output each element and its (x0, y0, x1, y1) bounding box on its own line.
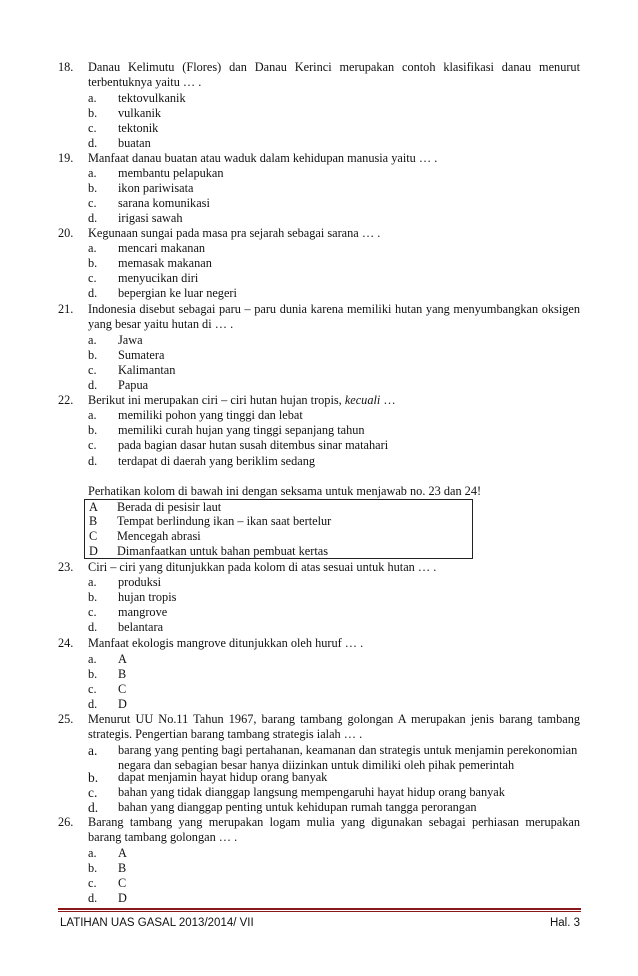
option (88, 682, 580, 697)
question-text: Kegunaan sungai pada masa pra sejarah sebagai sarana … . (88, 226, 381, 240)
option-text: D (118, 697, 127, 711)
option (88, 454, 580, 469)
option-letter: c. (88, 876, 97, 890)
option (88, 256, 580, 271)
question-19 (58, 151, 580, 166)
question-text-end: … (380, 393, 396, 407)
question-number: 20. (58, 226, 74, 240)
row-value: Tempat berlindung ikan – ikan saat bertelur (117, 514, 332, 528)
option-text: irigasi sawah (118, 211, 183, 225)
option-text: C (118, 682, 127, 696)
question-18 (58, 60, 580, 90)
option-text: produksi (118, 575, 162, 589)
option (88, 438, 580, 453)
option-letter: a. (88, 333, 97, 347)
option-text: Kalimantan (118, 363, 176, 377)
option-letter: c. (88, 682, 97, 696)
option-letter: c. (88, 438, 97, 452)
option-text: Sumatera (118, 348, 165, 362)
option-text: belantara (118, 620, 164, 634)
footer-rule (58, 908, 581, 910)
option (88, 196, 580, 211)
question-26 (58, 815, 580, 845)
option (88, 861, 580, 876)
row-value: Berada di pesisir laut (117, 500, 222, 514)
option (88, 697, 580, 712)
footer-rule-thin (58, 911, 581, 912)
option (88, 181, 580, 196)
option-letter: b. (88, 181, 98, 195)
option-letter: d. (88, 891, 98, 905)
question-20 (58, 226, 580, 241)
option-letter: d. (88, 211, 98, 225)
row-key: C (89, 529, 98, 543)
question-number: 23. (58, 560, 74, 574)
option (88, 333, 580, 348)
option-letter: c. (88, 785, 98, 800)
option-letter: a. (88, 91, 97, 105)
option-text: menyucikan diri (118, 271, 199, 285)
option (88, 121, 580, 136)
option-letter: b. (88, 256, 98, 270)
option-text: mencari makanan (118, 241, 206, 255)
question-text: Barang tambang yang merupakan logam mulia yang digunakan sebagai perhiasan merupakan barang tambang golongan … . (88, 815, 580, 844)
question-number: 18. (58, 60, 74, 74)
option-text: Jawa (118, 333, 143, 347)
option-letter: a. (88, 166, 97, 180)
row-value: Dimanfaatkan untuk bahan pembuat kertas (117, 544, 329, 558)
option-text: pada bagian dasar hutan susah ditembus sinar matahari (118, 438, 389, 452)
option-text: memasak makanan (118, 256, 212, 270)
option (88, 286, 580, 301)
option-letter: d. (88, 378, 98, 392)
option-letter: d. (88, 620, 98, 634)
option (88, 620, 580, 635)
option-letter: d. (88, 697, 98, 711)
option (88, 363, 580, 378)
option-text: tektonik (118, 121, 159, 135)
option-letter: a. (88, 408, 97, 422)
option-text: B (118, 861, 127, 875)
question-24 (58, 636, 580, 651)
option-letter: a. (88, 241, 97, 255)
option-letter: b. (88, 861, 98, 875)
option (88, 106, 580, 121)
option-letter: c. (88, 605, 97, 619)
option (88, 423, 580, 438)
option-text: A (118, 846, 127, 860)
option (88, 846, 580, 861)
option-letter: c. (88, 271, 97, 285)
option-letter: b. (88, 423, 98, 437)
row-value: Mencegah abrasi (117, 529, 201, 543)
option-letter: a. (88, 652, 97, 666)
option (88, 876, 580, 891)
option-text: tektovulkanik (118, 91, 186, 105)
option-text: membantu pelapukan (118, 166, 224, 180)
option (88, 348, 580, 363)
option (88, 667, 580, 682)
table-row (89, 514, 469, 528)
option-letter: d. (88, 454, 98, 468)
question-text: Danau Kelimutu (Flores) dan Danau Kerinci merupakan contoh klasifikasi danau menurut terbentuknya yaitu … . (88, 60, 580, 89)
option-text: A (118, 652, 127, 666)
question-number: 25. (58, 712, 74, 726)
option-letter: a. (88, 846, 97, 860)
question-text-emphasis: kecuali (344, 393, 381, 407)
option-text: bahan yang dianggap penting untuk kehidupan rumah tangga perorangan (118, 800, 477, 814)
option-letter: d. (88, 286, 98, 300)
option-text: ikon pariwisata (118, 181, 194, 195)
option-letter: a. (88, 575, 97, 589)
option-text: sarana komunikasi (118, 196, 210, 210)
option-text: bahan yang tidak dianggap langsung mempengaruhi hayat hidup orang banyak (118, 785, 505, 799)
question-number: 21. (58, 302, 74, 316)
option-text: hujan tropis (118, 590, 177, 604)
instruction-text: Perhatikan kolom di bawah ini dengan seksama untuk menjawab no. 23 dan 24! (88, 484, 482, 498)
option (88, 241, 580, 256)
question-number: 24. (58, 636, 74, 650)
question-text-start: Berikut ini merupakan ciri – ciri hutan hujan tropis, (88, 393, 345, 407)
table-row (89, 544, 469, 558)
question-text: Manfaat danau buatan atau waduk dalam kehidupan manusia yaitu … . (88, 151, 438, 165)
option-letter: d. (88, 136, 98, 150)
option-text: barang yang penting bagi pertahanan, keamanan dan strategis untuk menjamin perekonomian negara dan sebagian besar hanya diizinkan untuk dimiliki oleh pihak pemerintah (118, 743, 578, 772)
row-key: D (89, 544, 98, 558)
option-letter: b. (88, 590, 98, 604)
option-letter: c. (88, 363, 97, 377)
option-text: B (118, 667, 127, 681)
option (88, 800, 580, 815)
question-number: 19. (58, 151, 74, 165)
option (88, 271, 580, 286)
option (88, 378, 580, 393)
option (88, 770, 580, 785)
option (88, 891, 580, 906)
question-23 (58, 560, 580, 575)
option (88, 590, 580, 605)
option-text: vulkanik (118, 106, 162, 120)
option (88, 652, 580, 667)
option-letter: c. (88, 196, 97, 210)
option-text: memiliki curah hujan yang tinggi sepanjang tahun (118, 423, 365, 437)
option-letter: b. (88, 667, 98, 681)
reference-table (84, 499, 473, 559)
row-key: B (89, 514, 98, 528)
option (88, 408, 580, 423)
question-text: Manfaat ekologis mangrove ditunjukkan oleh huruf … . (88, 636, 364, 650)
option-letter: a. (88, 743, 98, 758)
footer-title: LATIHAN UAS GASAL 2013/2014/ VII (60, 917, 254, 929)
option-letter: b. (88, 106, 98, 120)
option (88, 166, 580, 181)
option-text: C (118, 876, 127, 890)
option-text: dapat menjamin hayat hidup orang banyak (118, 770, 328, 784)
option-text: D (118, 891, 127, 905)
option (88, 136, 580, 151)
option (88, 91, 580, 106)
option (88, 743, 580, 773)
option-text: terdapat di daerah yang beriklim sedang (118, 454, 316, 468)
option-text: mangrove (118, 605, 168, 619)
option-letter: d. (88, 800, 99, 815)
table-row (89, 500, 469, 514)
question-text: Menurut UU No.11 Tahun 1967, barang tambang golongan A merupakan jenis barang tambang strategis. Pengertian barang tambang strategis ialah … . (88, 712, 580, 741)
question-22 (58, 393, 580, 408)
page-number: Hal. 3 (549, 917, 580, 929)
option-letter: c. (88, 121, 97, 135)
option-text: buatan (118, 136, 151, 150)
option-letter: b. (88, 770, 99, 785)
question-25 (58, 712, 580, 742)
option (88, 211, 580, 226)
question-text (88, 393, 580, 408)
option (88, 785, 580, 800)
question-number: 26. (58, 815, 74, 829)
question-text: Indonesia disebut sebagai paru – paru dunia karena memiliki hutan yang menyumbangkan oksigen yang besar yaitu hutan di … . (88, 302, 580, 331)
question-21 (58, 302, 580, 332)
option-letter: b. (88, 348, 98, 362)
question-text: Ciri – ciri yang ditunjukkan pada kolom di atas sesuai untuk hutan … . (88, 560, 437, 574)
option (88, 605, 580, 620)
option-text: Papua (118, 378, 149, 392)
option-text: memiliki pohon yang tinggi dan lebat (118, 408, 303, 422)
table-row (89, 529, 469, 543)
question-number: 22. (58, 393, 74, 407)
option (88, 575, 580, 590)
row-key: A (89, 500, 98, 514)
option-text: bepergian ke luar negeri (118, 286, 237, 300)
